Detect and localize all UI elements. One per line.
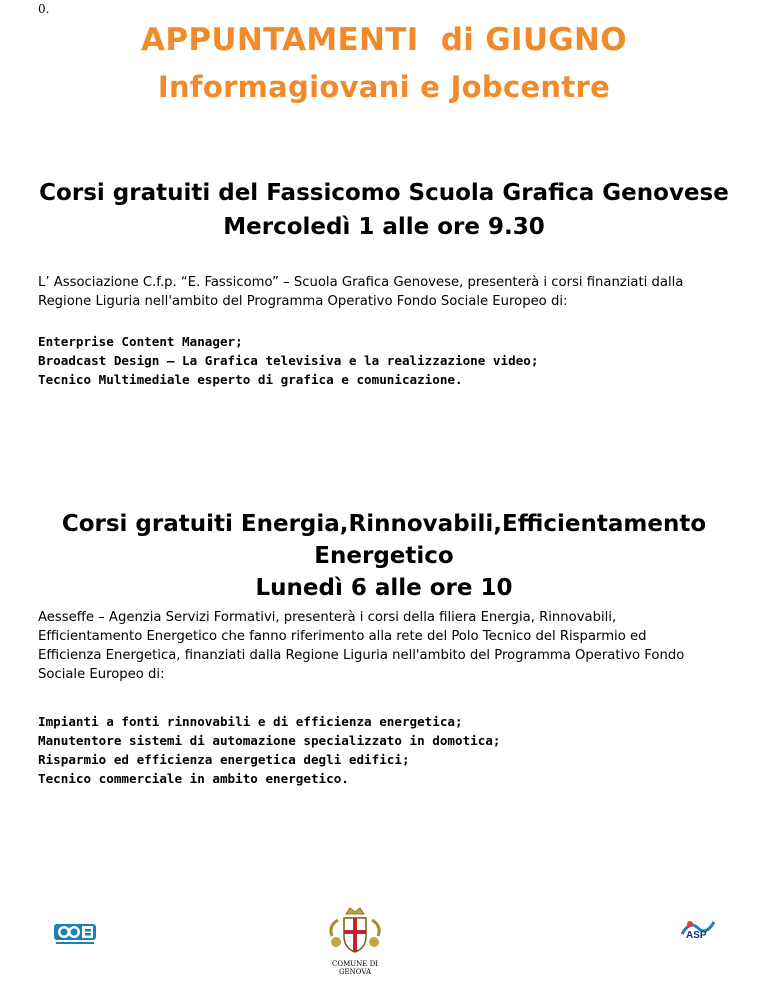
event2-course-list — [38, 712, 738, 788]
page-number: 0. — [38, 2, 50, 16]
comune-label: COMUNE DI — [332, 960, 378, 968]
list-item: Manutentore sistemi di automazione specializzato in domotica; — [38, 733, 501, 748]
event2-description-line: Sociale Europeo di: — [38, 667, 165, 682]
list-item: Tecnico commerciale in ambito energetico. — [38, 771, 349, 786]
event1-description-line: L’ Associazione C.f.p. “E. Fassicomo” – Scuola Grafica Genovese, presenterà i corsi finanziati dalla — [38, 275, 684, 290]
list-item: Enterprise Content Manager; — [38, 334, 243, 349]
event1-course-list — [38, 332, 738, 389]
event2-description — [38, 608, 738, 684]
event2-description-line: Efficientamento Energetico che fanno riferimento alla rete del Polo Tecnico del Risparmio ed — [38, 629, 647, 644]
list-item: Risparmio ed efficienza energetica degli edifici; — [38, 752, 410, 767]
list-item: Impianti a fonti rinnovabili e di efficienza energetica; — [38, 714, 463, 729]
event2-heading-cont: Energetico — [314, 543, 454, 569]
comune-genova-logo — [326, 906, 384, 976]
event2-description-line: Aesseffe – Agenzia Servizi Formativi, presenterà i corsi della filiera Energia, Rinnovabili, — [38, 610, 617, 625]
asp-logo-text: ASP — [686, 930, 707, 940]
list-item: Tecnico Multimediale esperto di grafica e comunicazione. — [38, 372, 463, 387]
event2-description-line: Efficienza Energetica, finanziati dalla Regione Liguria nell'ambito del Programma Operativo Fondo — [38, 648, 685, 663]
event1-description — [38, 273, 738, 311]
event1-date: Mercoledì 1 alle ore 9.30 — [223, 214, 545, 240]
event2-heading: Corsi gratuiti Energia,Rinnovabili,Efficientamento — [61, 511, 707, 537]
asp-logo — [680, 916, 716, 940]
main-subtitle: Informagiovani e Jobcentre — [157, 70, 611, 104]
comune-city-label: GENOVA — [338, 968, 372, 976]
list-item: Broadcast Design – La Grafica televisiva e la realizzazione video; — [38, 353, 539, 368]
event1-description-line: Regione Liguria nell'ambito del Programma Operativo Fondo Sociale Europeo di: — [38, 294, 568, 309]
main-title: APPUNTAMENTI di GIUGNO — [141, 22, 627, 58]
event2-date: Lunedì 6 alle ore 10 — [255, 575, 513, 601]
ccb-logo — [52, 920, 98, 946]
event1-heading: Corsi gratuiti del Fassicomo Scuola Grafica Genovese — [39, 180, 729, 206]
